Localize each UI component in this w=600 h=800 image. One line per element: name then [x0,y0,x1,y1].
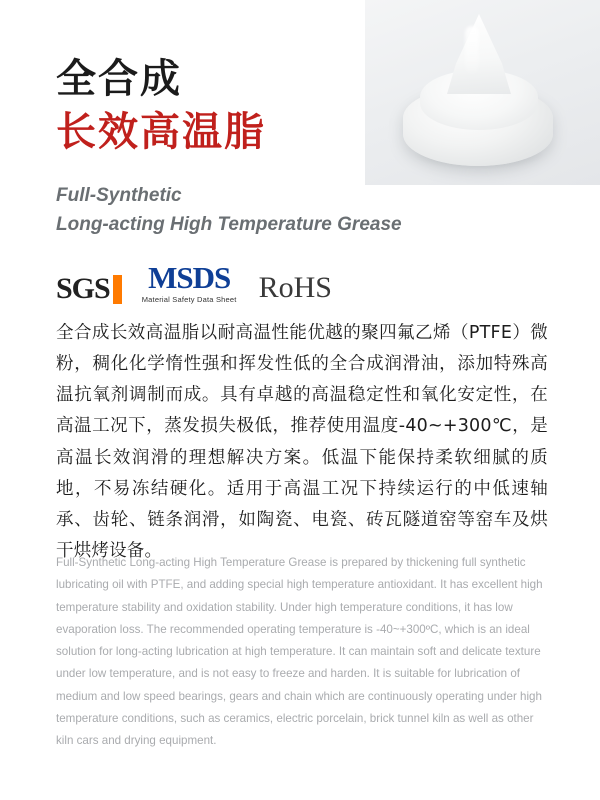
product-photo [365,0,600,185]
body-text-english: Full-Synthetic Long-acting High Temperature Grease is prepared by thickening full synthetic lubricating oil with PTFE, and adding special high temperature antioxidant. It has excellent high temperature stability and oxidation stability. Under high temperature conditions, it has low evaporation loss. The recommended operating temperature is -40~+300ºC, which is an ideal solution for long-acting lubrication at high temperature. It can maintain soft and delicate texture under low temperature, and is not easy to freeze and harden. It is suitable for lubrication of medium and low speed bearings, gears and chain which are continuously operating under high temperature conditions, such as ceramics, electric porcelain, brick tunnel kiln as well as other kiln cars and drying equipment. [56,556,543,747]
page-title [56,56,266,156]
subtitle-english-line-2: Long-acting High Temperature Grease [56,213,402,235]
subtitle-english [56,182,402,239]
certification-logos [56,262,332,304]
sgs-logo-text: SGS [56,272,110,305]
sgs-orange-bar-icon [113,275,122,304]
msds-logo-text: MSDS [148,260,231,295]
subtitle-english-line-1: Full-Synthetic [56,185,182,206]
msds-logo [142,262,237,304]
sgs-logo [56,274,122,304]
title-chinese-line-2: 长效高温脂 [56,109,266,155]
grease-highlight [465,26,479,74]
rohs-logo-text: RoHS [258,271,332,304]
msds-logo-subtext: Material Safety Data Sheet [141,295,237,304]
body-text-chinese: 全合成长效高温脂以耐高温性能优越的聚四氟乙烯（PTFE）微粉，稠化化学惰性强和挥发性低的全合成润滑油，添加特殊高温抗氧剂调制而成。具有卓越的高温稳定性和氧化安定性，在高温工况下，蒸发损失极低，推荐使用温度-40~+300℃，是高温长效润滑的理想解决方案。低温下能保持柔软细腻的质地，不易冻结硬化。适用于高温工况下持续运行的中低速轴承、齿轮、链条润滑，如陶瓷、电瓷、砖瓦隧道窑等窑车及烘干烘烤设备。 [56,323,548,561]
title-chinese-line-1: 全合成 [56,56,182,102]
